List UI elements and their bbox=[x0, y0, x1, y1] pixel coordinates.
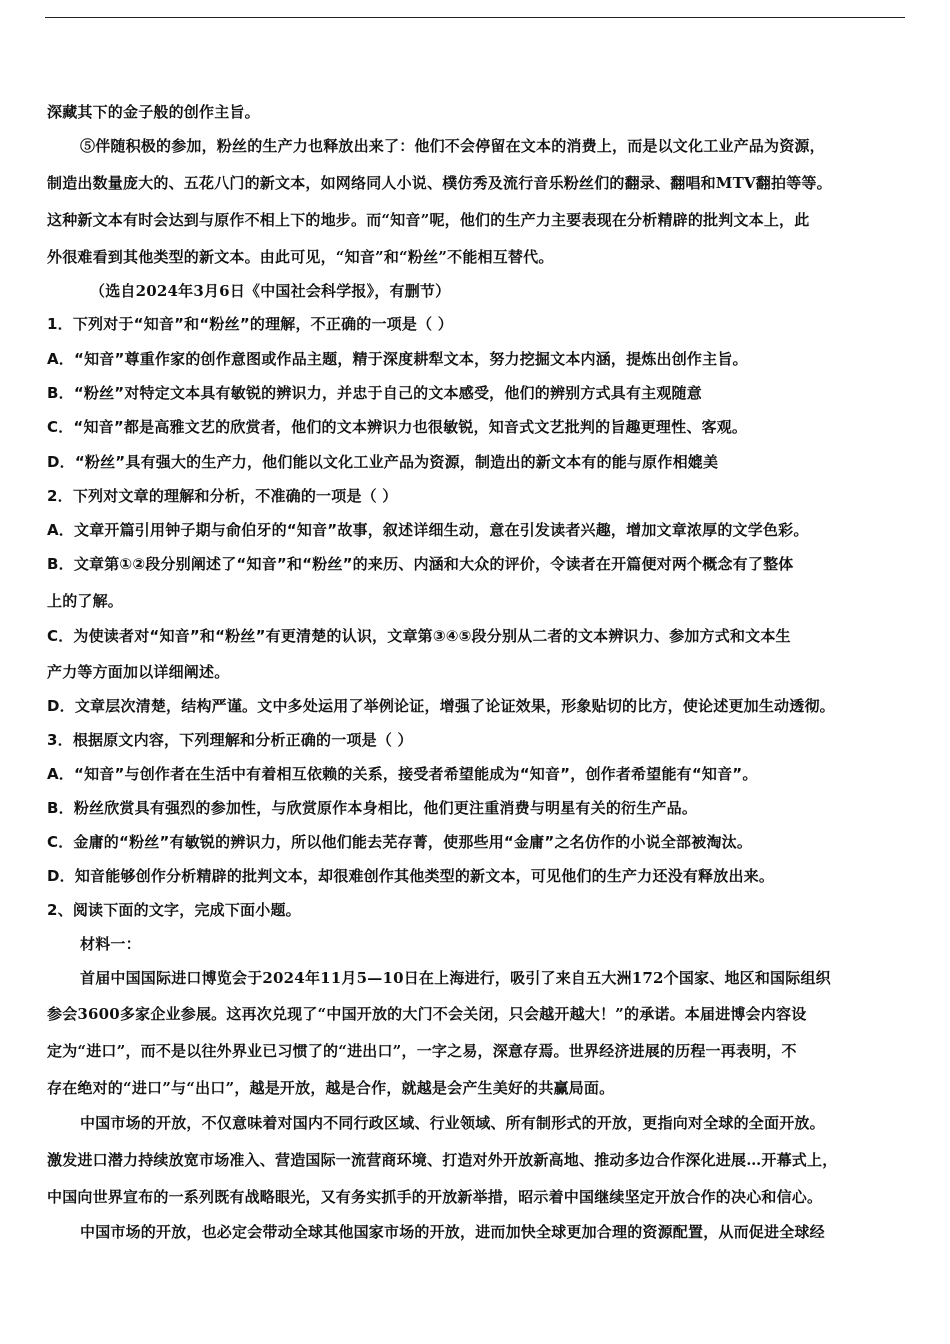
text-line-1: 深藏其下的金子般的创作主旨。 bbox=[47, 103, 260, 121]
question-3-option-a: A．“知音”与创作者在生活中有着相互依赖的关系，接受者希望能成为“知音”，创作者希望能有“知音”。 bbox=[47, 765, 758, 783]
question-1-stem: 1．下列对于“知音”和“粉丝”的理解，不正确的一项是（ ） bbox=[47, 315, 453, 333]
material-1-line-3: 定为“进口”，而不是以往外界业已习惯了的“进出口”，一字之易，深意存焉。世界经济进展的历程一再表明，不 bbox=[47, 1042, 797, 1060]
question-2-option-a: A．文章开篇引用钟子期与俞伯牙的“知音”故事，叙述详细生动，意在引发读者兴趣，增加文章浓厚的文学色彩。 bbox=[47, 521, 809, 539]
material-1-para-3-line-1: 中国市场的开放，也必定会带动全球其他国家市场的开放，进而加快全球更加合理的资源配置，从而促进全球经 bbox=[80, 1223, 825, 1241]
paragraph-5-line-3: 这种新文本有时会达到与原作不相上下的地步。而“知音”呢，他们的生产力主要表现在分析精辟的批判文本上，此 bbox=[47, 211, 810, 229]
source-citation: （选自2024年3月6日《中国社会科学报》，有删节） bbox=[90, 282, 451, 300]
question-1-option-a: A．“知音”尊重作家的创作意图或作品主题，精于深度耕犁文本，努力挖掘文本内涵，提炼出创作主旨。 bbox=[47, 350, 748, 368]
question-3-option-d: D．知音能够创作分析精辟的批判文本，却很难创作其他类型的新文本，可见他们的生产力还没有释放出来。 bbox=[47, 867, 775, 885]
question-1-option-d: D．“粉丝”具有强大的生产力，他们能以文化工业产品为资源，制造出的新文本有的能与原作相媲美 bbox=[47, 453, 719, 471]
material-1-line-2: 参会3600多家企业参展。这再次兑现了“中国开放的大门不会关闭，只会越开越大！”的承诺。本届进博会内容设 bbox=[47, 1005, 807, 1023]
material-1-para-2-line-2: 激发进口潜力持续放宽市场准入、营造国际一流营商环境、打造对外开放新高地、推动多边合作深化进展…开幕式上， bbox=[47, 1151, 838, 1169]
section-2-heading: 2、阅读下面的文字，完成下面小题。 bbox=[47, 901, 301, 919]
paragraph-5-line-1: ⑤伴随积极的参加，粉丝的生产力也释放出来了：他们不会停留在文本的消费上，而是以文化工业产品为资源， bbox=[80, 137, 825, 155]
question-2-option-b-line-2: 上的了解。 bbox=[47, 592, 124, 610]
question-2-stem: 2．下列对文章的理解和分析，不准确的一项是（ ） bbox=[47, 487, 398, 505]
question-2-option-d: D．文章层次清楚，结构严谨。文中多处运用了举例论证，增强了论证效果，形象贴切的比方，使论述更加生动透彻。 bbox=[47, 697, 835, 715]
question-1-option-b: B．“粉丝”对特定文本具有敏锐的辨识力，并忠于自己的文本感受，他们的辨别方式具有主观随意 bbox=[47, 384, 702, 402]
material-1-label: 材料一： bbox=[80, 935, 141, 953]
question-3-option-c: C．金庸的“粉丝”有敏锐的辨识力，所以他们能去芜存菁，使那些用“金庸”之名仿作的小说全部被淘汰。 bbox=[47, 833, 753, 851]
paragraph-5-line-2: 制造出数量庞大的、五花八门的新文本，如网络同人小说、樸仿秀及流行音乐粉丝们的翻录、翻唱和MTV翻拍等等。 bbox=[47, 174, 832, 192]
question-2-option-b-line-1: B．文章第①②段分别阐述了“知音”和“粉丝”的来历、内涵和大众的评价，令读者在开篇便对两个概念有了整体 bbox=[47, 555, 794, 573]
material-1-line-4: 存在绝对的“进口”与“出口”，越是开放，越是合作，就越是会产生美好的共赢局面。 bbox=[47, 1079, 615, 1097]
material-1-para-2-line-1: 中国市场的开放，不仅意味着对国内不同行政区域、行业领域、所有制形式的开放，更指向对全球的全面开放。 bbox=[80, 1114, 825, 1132]
question-2-option-c-line-2: 产力等方面加以详细阐述。 bbox=[47, 663, 230, 681]
question-3-option-b: B．粉丝欣赏具有强烈的参加性，与欣赏原作本身相比，他们更注重消费与明星有关的衍生产品。 bbox=[47, 799, 698, 817]
question-3-stem: 3．根据原文内容，下列理解和分析正确的一项是（ ） bbox=[47, 731, 413, 749]
material-1-para-2-line-3: 中国向世界宣布的一系列既有战略眼光，又有务实抓手的开放新举措，昭示着中国继续坚定开放合作的决心和信心。 bbox=[47, 1188, 823, 1206]
material-1-line-1: 首届中国国际进口博览会于2024年11月5—10日在上海进行，吸引了来自五大洲172个国家、地区和国际组织 bbox=[80, 969, 831, 987]
question-2-option-c-line-1: C．为使读者对“知音”和“粉丝”有更清楚的认识，文章第③④⑤段分别从二者的文本辨识力、参加方式和文本生 bbox=[47, 627, 791, 645]
paragraph-5-line-4: 外很难看到其他类型的新文本。由此可见，“知音”和“粉丝”不能相互替代。 bbox=[47, 248, 554, 266]
header-rule bbox=[45, 17, 905, 18]
question-1-option-c: C．“知音”都是高雅文艺的欣赏者，他们的文本辨识力也很敏锐，知音式文艺批判的旨趣更理性、客观。 bbox=[47, 418, 748, 436]
